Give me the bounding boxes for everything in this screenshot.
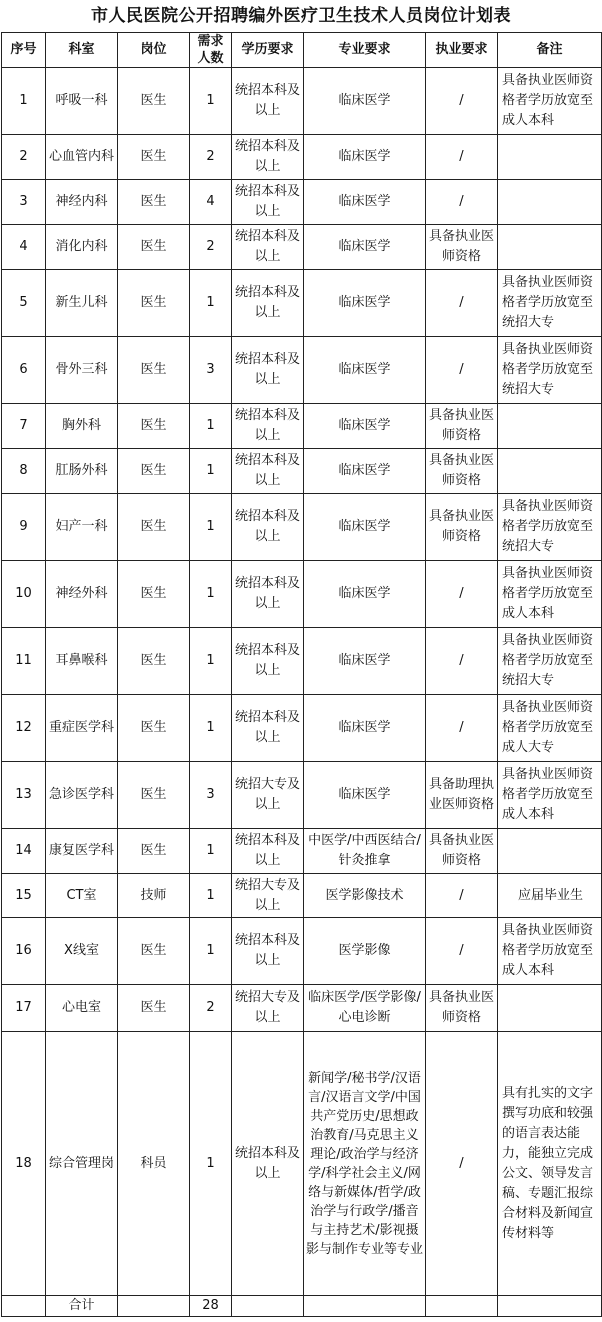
cell-major: 临床医学 (304, 449, 426, 494)
cell-count: 1 (190, 1032, 232, 1296)
header-cell: 专业要求 (304, 33, 426, 68)
cell-note: 具备执业医师资格者学历放宽至统招大专 (498, 270, 602, 337)
cell-dept: 消化内科 (46, 225, 118, 270)
cell-major: 临床医学 (304, 404, 426, 449)
cell-post: 科员 (118, 1032, 190, 1296)
cell-dept: 妇产一科 (46, 494, 118, 561)
cell-no: 7 (2, 404, 46, 449)
header-cell: 学历要求 (232, 33, 304, 68)
cell-note: 具备执业医师资格者学历放宽至统招大专 (498, 337, 602, 404)
cell-major: 临床医学 (304, 180, 426, 225)
cell-dept: 心血管内科 (46, 135, 118, 180)
cell-note: 具备执业医师资格者学历放宽至成人大专 (498, 695, 602, 762)
cell-license: 具备执业医师资格 (426, 829, 498, 874)
total-count: 28 (190, 1296, 232, 1317)
cell-license: 具备执业医师资格 (426, 449, 498, 494)
cell-major: 临床医学 (304, 494, 426, 561)
cell-count: 1 (190, 561, 232, 628)
cell-post: 医生 (118, 762, 190, 829)
table-row (2, 918, 602, 985)
cell-edu: 统招本科及以上 (232, 449, 304, 494)
cell-dept: 神经内科 (46, 180, 118, 225)
cell-post: 医生 (118, 337, 190, 404)
cell-major: 临床医学 (304, 270, 426, 337)
cell-post: 医生 (118, 829, 190, 874)
table-row (2, 985, 602, 1032)
cell-license: 具备执业医师资格 (426, 494, 498, 561)
cell-major (304, 1296, 426, 1317)
cell-count: 4 (190, 180, 232, 225)
cell-no: 13 (2, 762, 46, 829)
table-row (2, 628, 602, 695)
cell-count: 2 (190, 225, 232, 270)
cell-note (498, 135, 602, 180)
cell-license: / (426, 270, 498, 337)
cell-count: 1 (190, 270, 232, 337)
cell-note: 具备执业医师资格者学历放宽至统招大专 (498, 628, 602, 695)
cell-count: 3 (190, 337, 232, 404)
cell-post: 医生 (118, 985, 190, 1032)
cell-count: 3 (190, 762, 232, 829)
cell-no: 11 (2, 628, 46, 695)
cell-license: / (426, 695, 498, 762)
cell-note: 具备执业医师资格者学历放宽至成人本科 (498, 918, 602, 985)
table-row (2, 829, 602, 874)
cell-post: 医生 (118, 449, 190, 494)
cell-post: 医生 (118, 180, 190, 225)
cell-edu: 统招本科及以上 (232, 180, 304, 225)
cell-major: 临床医学 (304, 695, 426, 762)
recruitment-plan-table (1, 32, 602, 1317)
cell-no: 15 (2, 874, 46, 918)
cell-post: 医生 (118, 494, 190, 561)
cell-note: 应届毕业生 (498, 874, 602, 918)
cell-no: 17 (2, 985, 46, 1032)
cell-post: 医生 (118, 404, 190, 449)
cell-count: 1 (190, 874, 232, 918)
cell-no: 1 (2, 68, 46, 135)
table-row (2, 1032, 602, 1296)
cell-edu: 统招本科及以上 (232, 270, 304, 337)
table-row (2, 68, 602, 135)
cell-count: 1 (190, 449, 232, 494)
cell-post: 技师 (118, 874, 190, 918)
table-row (2, 270, 602, 337)
cell-no: 18 (2, 1032, 46, 1296)
cell-license: / (426, 337, 498, 404)
cell-major: 医学影像 (304, 918, 426, 985)
cell-post: 医生 (118, 225, 190, 270)
cell-post: 医生 (118, 135, 190, 180)
cell-dept: 重症医学科 (46, 695, 118, 762)
cell-edu: 统招本科及以上 (232, 829, 304, 874)
cell-note (498, 225, 602, 270)
cell-license: 具备执业医师资格 (426, 404, 498, 449)
cell-note (498, 180, 602, 225)
page-title: 市人民医院公开招聘编外医疗卫生技术人员岗位计划表 (91, 6, 511, 26)
table-row (2, 180, 602, 225)
cell-no: 12 (2, 695, 46, 762)
table-row (2, 695, 602, 762)
cell-license: / (426, 874, 498, 918)
cell-note: 具备执业医师资格者学历放宽至成人本科 (498, 561, 602, 628)
cell-edu: 统招大专及以上 (232, 762, 304, 829)
cell-note (498, 985, 602, 1032)
cell-license: / (426, 1032, 498, 1296)
cell-no (2, 1296, 46, 1317)
cell-license: 具备助理执业医师资格 (426, 762, 498, 829)
cell-post (118, 1296, 190, 1317)
cell-dept: 肛肠外科 (46, 449, 118, 494)
table-row (2, 874, 602, 918)
cell-no: 6 (2, 337, 46, 404)
cell-post: 医生 (118, 695, 190, 762)
cell-post: 医生 (118, 918, 190, 985)
cell-count: 1 (190, 404, 232, 449)
cell-no: 10 (2, 561, 46, 628)
cell-dept: 综合管理岗 (46, 1032, 118, 1296)
header-cell: 执业要求 (426, 33, 498, 68)
header-cell: 岗位 (118, 33, 190, 68)
cell-dept: 心电室 (46, 985, 118, 1032)
cell-major: 临床医学 (304, 561, 426, 628)
header-row (2, 33, 602, 68)
cell-note (498, 829, 602, 874)
cell-license (426, 1296, 498, 1317)
cell-no: 9 (2, 494, 46, 561)
cell-license: / (426, 180, 498, 225)
cell-edu: 统招本科及以上 (232, 337, 304, 404)
cell-note (498, 404, 602, 449)
cell-edu: 统招本科及以上 (232, 918, 304, 985)
cell-dept: X线室 (46, 918, 118, 985)
cell-dept: 呼吸一科 (46, 68, 118, 135)
cell-edu: 统招本科及以上 (232, 404, 304, 449)
table-row (2, 225, 602, 270)
cell-edu: 统招本科及以上 (232, 1032, 304, 1296)
cell-edu (232, 1296, 304, 1317)
cell-no: 8 (2, 449, 46, 494)
table-row (2, 449, 602, 494)
cell-edu: 统招本科及以上 (232, 225, 304, 270)
cell-no: 2 (2, 135, 46, 180)
cell-no: 3 (2, 180, 46, 225)
cell-no: 4 (2, 225, 46, 270)
cell-major: 临床医学/医学影像/心电诊断 (304, 985, 426, 1032)
cell-count: 2 (190, 985, 232, 1032)
cell-edu: 统招本科及以上 (232, 628, 304, 695)
cell-dept: 急诊医学科 (46, 762, 118, 829)
header-cell: 序号 (2, 33, 46, 68)
cell-major: 临床医学 (304, 337, 426, 404)
header-cell: 备注 (498, 33, 602, 68)
cell-major: 临床医学 (304, 68, 426, 135)
cell-major: 医学影像技术 (304, 874, 426, 918)
cell-post: 医生 (118, 270, 190, 337)
cell-major: 新闻学/秘书学/汉语言/汉语言文学/中国共产党历史/思想政治教育/马克思主义理论/政治学与经济学/科学社会主义/网络与新媒体/哲学/政治学与行政学/播音与主持艺术/影视摄影与制作专业等专业 (304, 1032, 426, 1296)
table-row (2, 494, 602, 561)
cell-count: 1 (190, 829, 232, 874)
header-cell: 科室 (46, 33, 118, 68)
cell-major: 临床医学 (304, 225, 426, 270)
table-row (2, 561, 602, 628)
header-cell: 需求人数 (190, 33, 232, 68)
cell-edu: 统招本科及以上 (232, 494, 304, 561)
total-row (2, 1296, 602, 1317)
cell-license: / (426, 918, 498, 985)
cell-dept: 康复医学科 (46, 829, 118, 874)
cell-license: 具备执业医师资格 (426, 985, 498, 1032)
cell-note (498, 1296, 602, 1317)
cell-major: 临床医学 (304, 135, 426, 180)
table-row (2, 135, 602, 180)
cell-edu: 统招本科及以上 (232, 561, 304, 628)
cell-count: 1 (190, 494, 232, 561)
cell-edu: 统招大专及以上 (232, 874, 304, 918)
cell-dept: 神经外科 (46, 561, 118, 628)
cell-post: 医生 (118, 561, 190, 628)
cell-dept: 胸外科 (46, 404, 118, 449)
cell-license: / (426, 68, 498, 135)
cell-license: / (426, 135, 498, 180)
cell-major: 临床医学 (304, 628, 426, 695)
cell-count: 1 (190, 68, 232, 135)
cell-license: / (426, 561, 498, 628)
table-row (2, 404, 602, 449)
cell-count: 1 (190, 695, 232, 762)
cell-post: 医生 (118, 628, 190, 695)
cell-dept: 耳鼻喉科 (46, 628, 118, 695)
cell-count: 1 (190, 918, 232, 985)
cell-note: 具备执业医师资格者学历放宽至成人本科 (498, 68, 602, 135)
cell-no: 5 (2, 270, 46, 337)
cell-dept: 新生儿科 (46, 270, 118, 337)
cell-license: 具备执业医师资格 (426, 225, 498, 270)
total-label: 合计 (46, 1296, 118, 1317)
cell-count: 1 (190, 628, 232, 695)
cell-post: 医生 (118, 68, 190, 135)
cell-dept: CT室 (46, 874, 118, 918)
cell-license: / (426, 628, 498, 695)
cell-note: 具备执业医师资格者学历放宽至统招大专 (498, 494, 602, 561)
cell-no: 14 (2, 829, 46, 874)
cell-major: 中医学/中西医结合/针灸推拿 (304, 829, 426, 874)
cell-edu: 统招本科及以上 (232, 135, 304, 180)
cell-edu: 统招大专及以上 (232, 985, 304, 1032)
cell-dept: 骨外三科 (46, 337, 118, 404)
cell-major: 临床医学 (304, 762, 426, 829)
table-row (2, 337, 602, 404)
cell-note (498, 449, 602, 494)
table-row (2, 762, 602, 829)
cell-note: 具有扎实的文字撰写功底和较强的语言表达能力，能独立完成公文、领导发言稿、专题汇报综合材料及新闻宣传材料等 (498, 1032, 602, 1296)
cell-no: 16 (2, 918, 46, 985)
cell-note: 具备执业医师资格者学历放宽至成人本科 (498, 762, 602, 829)
cell-count: 2 (190, 135, 232, 180)
cell-edu: 统招本科及以上 (232, 695, 304, 762)
cell-edu: 统招本科及以上 (232, 68, 304, 135)
